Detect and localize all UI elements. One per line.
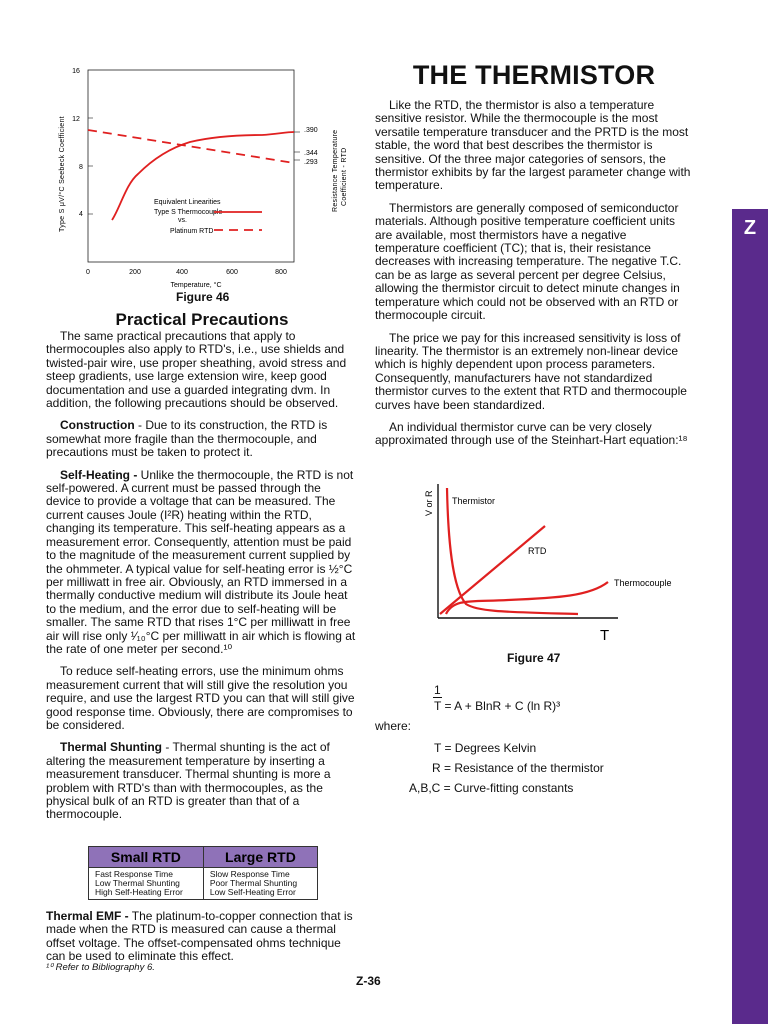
table-header: Large RTD xyxy=(203,847,317,868)
thermal-emf-paragraph: Thermal EMF - The platinum-to-copper connection that is made when the RTD is measured can cause a thermal offset voltage. The offset-compensated ohms technique can be used to eliminate this effect. xyxy=(46,909,353,964)
figure-46-chart xyxy=(50,62,350,292)
self-heating-paragraph: Self-Heating - Unlike the thermocouple, the RTD is not self-powered. A current must be passed through the device to provide a voltage that can be measured. The current causes Joule (I²R) heating within the RTD, changing its temperature. This self-heating appears as a measurement error. Consequently, attention must be paid to the magnitude of the measurement current supplied by the ohmmeter. A typical value for self-heating error is ½°C per milliwatt in free air. Obviously, an RTD immersed in a thermally conductive medium will distribute its Joule heat to the medium, and the error due to self-heating will be smaller. The same RTD that rises 1°C per milliwatt in free air will rise only ¹⁄₁₀°C per milliwatt in air which is flowing at the rate of one meter per second.¹⁰ xyxy=(46,467,356,656)
x-label: T xyxy=(600,627,610,644)
x-tick: 200 xyxy=(129,269,141,276)
thermistor-linearity: The price we pay for this increased sensitivity is loss of linearity. The thermistor is an extremely non-linear device which is highly dependent upon process parameters. Consequently, manufacturers have not standardized thermistor curves to the extent that RTD and thermocouple curves have been standardized. xyxy=(375,330,687,412)
x-axis-label: Temperature, °C xyxy=(170,282,222,289)
thermistor-intro: Like the RTD, the thermistor is also a temperature sensitive resistor. While the thermocouple is the most versatile temperature transducer and the PRTD is the most stable, the word that best describes the thermistor is sensitive. Of the three major categories of sensors, the thermistor exhibits by far the largest parameter change with temperature. xyxy=(375,98,691,193)
right-label: .390 xyxy=(304,127,318,134)
curve-label: Thermocouple xyxy=(614,578,672,588)
x-tick: 800 xyxy=(275,269,287,276)
legend-tc: Type S Thermocouple xyxy=(154,209,223,216)
y-label: V or R xyxy=(424,490,434,516)
y-tick: 16 xyxy=(72,68,80,75)
reduce-paragraph: To reduce self-heating errors, use the minimum ohms measurement current that will still give the resolution you require, and use the largest RTD you can that will still give good response time. Obviously, there are compromises to be considered. xyxy=(46,664,355,732)
construction-paragraph: Construction - Due to its construction, the RTD is somewhat more fragile than the thermocouple, and precautions must be taken to protect it. xyxy=(46,418,328,460)
curve-label: RTD xyxy=(528,546,547,556)
right-label: .344 xyxy=(304,150,318,157)
section-title: Practical Precautions xyxy=(115,310,289,329)
equation-where: where: xyxy=(375,719,412,733)
left-column xyxy=(46,330,358,831)
table-header: Small RTD xyxy=(89,847,204,868)
type-s-curve xyxy=(112,132,294,220)
figure-47-chart xyxy=(418,478,708,646)
y2-axis-label: Resistance Temperature xyxy=(332,129,339,212)
footnote: ¹⁰ Refer to Bibliography 6. xyxy=(46,962,155,973)
figure-46-caption: Figure 46 xyxy=(176,290,230,304)
equation-def: R = Resistance of the thermistor xyxy=(432,761,604,775)
thermocouple-curve xyxy=(446,582,608,614)
curve-label: Thermistor xyxy=(452,496,496,506)
y-tick: 12 xyxy=(72,116,80,123)
page-number: Z-36 xyxy=(356,974,381,988)
thermal-shunting-paragraph: Thermal Shunting - Thermal shunting is the act of altering the measurement temperature by inserting a measurement transducer. Thermal shunting is more a problem with RTD's than with thermocouples, as the physical bulk of an RTD is greater than that of a thermocouple. xyxy=(46,740,331,822)
y-tick: 8 xyxy=(79,164,83,171)
y-tick: 4 xyxy=(79,211,83,218)
page-title: THE THERMISTOR xyxy=(412,60,656,90)
y2-axis-label: Coefficient - RTD xyxy=(341,147,348,206)
table-cell: Slow Response Time Poor Thermal Shunting Low Self-Heating Error xyxy=(203,868,317,900)
right-column xyxy=(375,99,693,457)
legend-rtd: Platinum RTD xyxy=(170,228,214,235)
right-label: .293 xyxy=(304,159,318,166)
thermistor-curve xyxy=(447,488,578,614)
equation-def: A,B,C = Curve-fitting constants xyxy=(409,781,574,795)
x-tick: 600 xyxy=(226,269,238,276)
x-tick: 400 xyxy=(176,269,188,276)
thermistor-equation-intro: An individual thermistor curve can be very closely approximated through use of the Steinhart-Hart equation:¹⁸ xyxy=(375,419,688,448)
equation-fraction-bar xyxy=(433,697,442,698)
equation-numerator: 1 xyxy=(434,683,441,697)
section-tab xyxy=(732,209,768,1024)
intro-paragraph: The same practical precautions that apply to thermocouples also apply to RTD's, i.e., use shields and twisted-pair wire, use proper sheathing, avoid stress and steep gradients, use large extension wire, keep good documentation and use a guarded integrating dvm. In addition, the following precautions should be observed. xyxy=(46,329,347,411)
equation-main: T = A + BlnR + C (ln R)³ xyxy=(434,699,561,713)
legend-vs: vs. xyxy=(178,217,187,224)
y-axis-label: Type S μV/°C Seebeck Coefficient xyxy=(59,116,66,232)
x-tick: 0 xyxy=(86,269,90,276)
thermistor-materials: Thermistors are generally composed of semiconductor materials. Although positive temperature coefficient units are available, most thermistors have a negative temperature coefficient (TC); that is, their resistance decreases with increasing temperature. The negative T.C. can be as large as several percent per degree Celsius, allowing the thermistor circuit to detect minute changes in temperature which could not be observed with an RTD or thermocouple circuit. xyxy=(375,200,682,323)
section-tab-letter: Z xyxy=(743,217,757,239)
equation-def: T = Degrees Kelvin xyxy=(434,741,537,755)
rtd-comparison-table xyxy=(88,846,318,900)
table-cell: Fast Response Time Low Thermal Shunting High Self-Heating Error xyxy=(89,868,204,900)
legend-title: Equivalent Linearities xyxy=(154,199,221,206)
figure-47-caption: Figure 47 xyxy=(507,651,561,665)
